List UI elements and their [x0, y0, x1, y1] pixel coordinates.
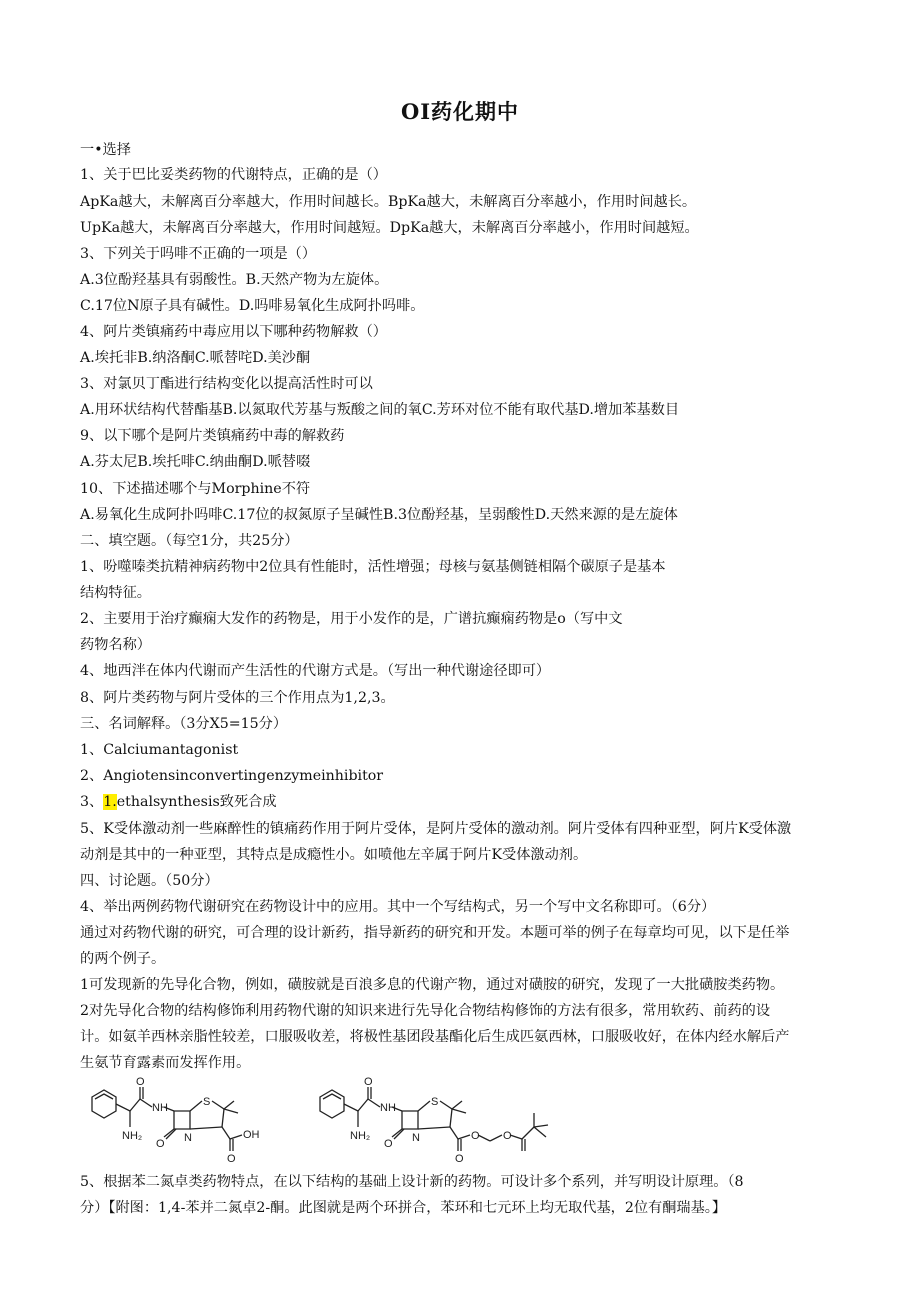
- atom-label: S: [203, 1096, 211, 1108]
- page-title: OI药化期中: [400, 99, 520, 124]
- question-line: 8、阿片类药物与阿片受体的三个作用点为1,2,3。: [80, 690, 395, 706]
- question-line: 5、根据苯二氮卓类药物特点，在以下结构的基础上设计新的药物。可设计多个系列，并写明设计原理。（8: [80, 1174, 744, 1190]
- atom-label: O: [227, 1153, 236, 1165]
- question-line: 10、下述描述哪个与Morphine不符: [80, 481, 311, 497]
- atom-label: OH: [243, 1129, 260, 1141]
- question-line: 1、关于巴比妥类药物的代谢特点，正确的是（）: [80, 167, 387, 183]
- highlighted-text: 1.: [103, 794, 117, 810]
- question-line: 3、对氯贝丁酯进行结构变化以提高活性时可以: [80, 376, 373, 392]
- atom-label: NH: [380, 1102, 396, 1114]
- term-line: 2、Angiotensinconvertingenzymeinhibitor: [80, 768, 384, 784]
- term-line: [80, 792, 277, 812]
- atom-label: NH₂: [122, 1130, 143, 1142]
- section-heading-discussion: 四、讨论题。（50分）: [80, 873, 219, 889]
- term-text: ethalsynthesis致死合成: [116, 794, 277, 810]
- atom-label: O: [156, 1138, 165, 1150]
- answer-line: 1可发现新的先导化合物，例如，磺胺就是百浪多息的代谢产物，通过对磺胺的研究，发现了一大批磺胺类药物。: [80, 977, 785, 993]
- pivampicillin-structure: [312, 1075, 592, 1165]
- atom-label: O: [136, 1076, 145, 1088]
- option-line: A.易氧化生成阿扑吗啡C.17位的叔氮原子呈碱性B.3位酚羟基，呈弱酸性D.天然来源的是左旋体: [80, 507, 678, 523]
- atom-label: O: [455, 1153, 464, 1165]
- question-line: 9、以下哪个是阿片类镇痛药中毒的解救药: [80, 428, 345, 444]
- option-line: A.芬太尼B.埃托啡C.纳曲酮D.哌替啜: [80, 454, 311, 470]
- question-line: 结构特征。: [80, 585, 151, 601]
- atom-label: S: [431, 1096, 439, 1108]
- atom-label: N: [412, 1132, 420, 1144]
- section-heading-terms: 三、名词解释。（3分X5=15分）: [80, 716, 288, 732]
- answer-line: 5、K受体激动剂一些麻醉性的镇痛药作用于阿片受体，是阿片受体的激动剂。阿片受体有四种亚型，阿片K受体激: [80, 821, 792, 837]
- question-line: 3、下列关于吗啡不正确的一项是（）: [80, 246, 317, 262]
- question-line: 分）【附图：1,4-苯并二氮卓2-酮。此图就是两个环拼合，苯环和七元环上均无取代基，2位有酮瑞基。】: [80, 1200, 727, 1216]
- question-line: 1、吩噬嗪类抗精神病药物中2位具有性能时，活性增强；母核与氨基侧链相隔个碳原子是基本: [80, 559, 666, 575]
- term-line: 1、Calciumantagonist: [80, 742, 239, 758]
- question-line: 4、地西泮在体内代谢而产生活性的代谢方式是。（写出一种代谢途径即可）: [80, 663, 551, 679]
- atom-label: O: [503, 1130, 512, 1142]
- question-line: 4、阿片类镇痛药中毒应用以下哪种药物解救（）: [80, 324, 387, 340]
- option-line: A.埃托非B.纳洛酮C.哌替咤D.美沙酮: [80, 350, 311, 366]
- question-line: 2、主要用于治疗癫痫大发作的药物是，用于小发作的是，广谱抗癫痫药物是o（写中文: [80, 611, 623, 627]
- option-line: UpKa越大，未解离百分率越大，作用时间越短。DpKa越大，未解离百分率越小，作用时间越短。: [80, 220, 699, 236]
- option-line: A.3位酚羟基具有弱酸性。B.天然产物为左旋体。: [80, 272, 389, 288]
- answer-line: 计。如氨羊西林亲脂性较差，口服吸收差，将极性基团段基酯化后生成匹氨西林，口服吸收好，在体内经水解后产: [80, 1029, 790, 1045]
- option-line: ApKa越大，未解离百分率越大，作用时间越长。BpKa越大，未解离百分率越小，作用时间越长。: [80, 194, 697, 210]
- answer-line: 通过对药物代谢的研究，可合理的设计新药，指导新药的研究和开发。本题可举的例子在每章均可见，以下是任举: [80, 925, 790, 941]
- question-line: 药物名称）: [80, 637, 151, 653]
- section-heading-fill: 二、填空题。（每空1分，共25分）: [80, 533, 299, 549]
- term-number: 3、: [80, 794, 104, 810]
- atom-label: O: [471, 1130, 480, 1142]
- atom-label: N: [184, 1132, 192, 1144]
- question-line: 4、举出两例药物代谢研究在药物设计中的应用。其中一个写结构式，另一个写中文名称即可。（6分）: [80, 899, 716, 915]
- answer-line: 生氨节育露素而发挥作用。: [80, 1055, 251, 1071]
- atom-label: NH₂: [350, 1130, 371, 1142]
- answer-line: 2对先导化合物的结构修饰利用药物代谢的知识来进行先导化合物结构修饰的方法有很多，常用软药、前药的设: [80, 1003, 771, 1019]
- option-line: A.用环状结构代替酯基B.以氮取代芳基与叛酸之间的氧C.芳环对位不能有取代基D.增加苯基数目: [80, 402, 680, 418]
- section-heading-choice: 一•选择: [80, 142, 131, 158]
- answer-line: 的两个例子。: [80, 951, 166, 967]
- atom-label: NH: [152, 1102, 168, 1114]
- ampicillin-structure: [80, 1075, 270, 1165]
- answer-line: 动剂是其中的一种亚型，其特点是成瘾性小。如喷他左辛属于阿片K受体激动剂。: [80, 847, 588, 863]
- atom-label: O: [364, 1076, 373, 1088]
- option-line: C.17位N原子具有碱性。D.吗啡易氧化生成阿扑吗啡。: [80, 298, 425, 314]
- atom-label: O: [384, 1138, 393, 1150]
